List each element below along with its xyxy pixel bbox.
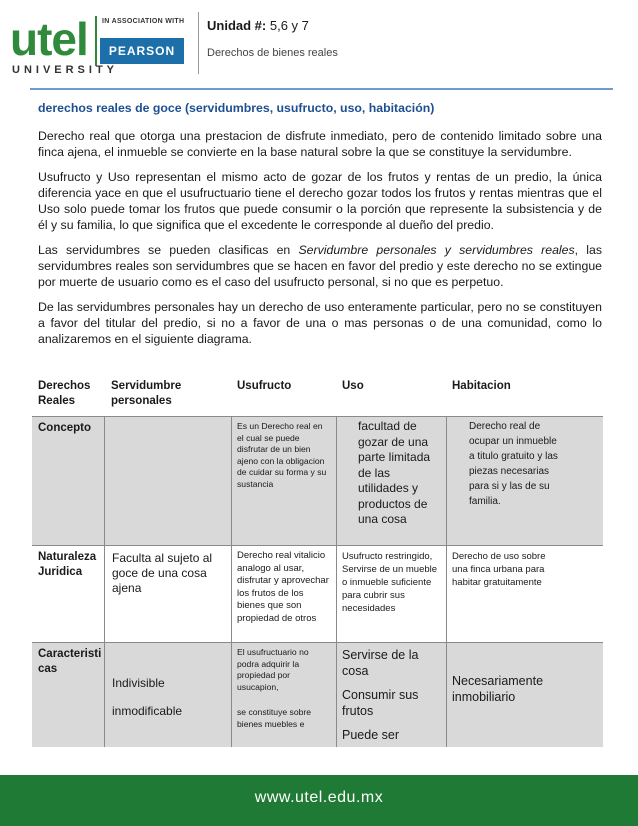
paragraph-3-italic: Servidumbre personales y servidumbres reales — [298, 243, 575, 257]
pearson-badge: PEARSON — [100, 38, 184, 64]
paragraph-3-end: , las servidumbres reales son servidumbres que se hacen en favor del predio y este derecho no se extingue por muerte de usuario como es el caso del usufructo personal, si no que es perpetuo. — [38, 243, 602, 289]
naturaleza-servidumbre: Faculta al sujeto al goce de una cosa ajena — [112, 551, 213, 595]
concepto-usufructo: Es un Derecho real en el cual se puede disfrutar de un bien ajeno con la obligacion de cuidar su forma y su sustancia — [237, 421, 327, 489]
column-divider — [231, 643, 232, 747]
unit-label: Unidad #: — [207, 18, 267, 33]
utel-logo — [10, 10, 195, 78]
paragraph-3-start: Las servidumbres se pueden clasificas en — [38, 243, 299, 257]
document-body — [38, 100, 602, 356]
column-divider — [336, 546, 337, 642]
table-row-naturaleza — [32, 545, 603, 642]
caracteristicas-usufructo-1: El usufructuario no podra adquirir la propiedad por usucapion, — [237, 647, 309, 692]
page-header — [0, 0, 638, 85]
header-habitacion: Habitacion — [452, 380, 511, 392]
naturaleza-uso: Usufructo restringido, Servirse de un mueble o inmueble suficiente para cubrir sus necesidades — [342, 551, 438, 614]
paragraph-3 — [38, 242, 602, 290]
page-footer — [0, 775, 638, 826]
column-divider — [231, 417, 232, 545]
header-servidumbre: Servidumbre personales — [111, 380, 182, 407]
caracteristicas-uso-2: Consumir sus frutos — [342, 688, 419, 718]
column-divider — [104, 546, 105, 642]
caracteristicas-servidumbre-1: Indivisible — [112, 676, 165, 690]
naturaleza-usufructo: Derecho real vitalicio analogo al usar, disfrutar y aprovechar los frutos de los bienes que son propiedad de otros — [237, 550, 329, 624]
header-divider — [198, 12, 199, 74]
column-divider — [446, 546, 447, 642]
column-divider — [104, 417, 105, 545]
naturaleza-habitacion: Derecho de uso sobre una finca urbana para habitar gratuitamente — [452, 551, 546, 588]
column-divider — [446, 643, 447, 747]
header-subtitle: Derechos de bienes reales — [207, 47, 338, 59]
table-row-caracteristicas — [32, 642, 603, 747]
caracteristicas-uso-1: Servirse de la cosa — [342, 648, 419, 678]
paragraph-1: Derecho real que otorga una prestacion de disfrute inmediato, pero de contenido limitado sobre una finca ajena, el inmueble se convierte en la base natural sobre la que se constituye la servidumbre. — [38, 129, 602, 159]
caracteristicas-uso-3: Puede ser — [342, 728, 399, 742]
header-uso: Uso — [342, 380, 364, 392]
concepto-uso: facultad de gozar de una parte limitada de las utilidades y productos de una cosa — [358, 419, 431, 526]
unit-heading — [207, 18, 309, 33]
paragraph-2: Usufructo y Uso representan el mismo acto de gozar de los frutos y rentas de un predio, la única diferencia yace en que el usufructuario tiene el derecho gozar todos los frutos y rentas mientras que el Uso solo puede tomar los frutos que puede consumir o la porción que represente la subsistencia y de él y su familia, lo que significa que el excedente le corresponde al dueño del predio. — [38, 170, 602, 232]
logo-university-text: UNIVERSITY — [12, 64, 119, 76]
footer-website: www.utel.edu.mx — [254, 789, 384, 806]
header-usufructo: Usufructo — [237, 380, 292, 392]
row-label-naturaleza: Naturaleza Juridica — [38, 551, 97, 578]
section-title: derechos reales de goce (servidumbres, usufructo, uso, habitación) — [38, 101, 435, 115]
table-header-row — [32, 370, 603, 416]
caracteristicas-habitacion: Necesariamente inmobiliario — [452, 674, 544, 704]
logo-association-text: IN ASSOCIATION WITH — [102, 18, 185, 25]
rights-table — [32, 370, 603, 747]
unit-value: 5,6 y 7 — [269, 18, 309, 33]
table-row-concepto — [32, 416, 603, 545]
logo-divider — [95, 16, 97, 66]
header-derechos-reales: Derechos Reales — [38, 380, 91, 407]
row-label-caracteristicas: Caracteristicas — [38, 648, 102, 675]
column-divider — [336, 643, 337, 747]
column-divider — [231, 546, 232, 642]
caracteristicas-usufructo-2: se constituye sobre bienes muebles e — [237, 707, 312, 729]
header-rule — [30, 88, 613, 90]
row-label-concepto: Concepto — [38, 422, 92, 434]
caracteristicas-servidumbre-2: inmodificable — [112, 704, 183, 718]
column-divider — [336, 417, 337, 545]
paragraph-4: De las servidumbres personales hay un derecho de uso enteramente particular, pero no se constituyen a favor del titular del predio, si no a favor de una o mas personas o de una comunidad, como lo analizaremos en el siguiente diagrama. — [38, 300, 602, 346]
column-divider — [104, 643, 105, 747]
concepto-habitacion: Derecho real de ocupar un inmueble a titulo gratuito y las piezas necesarias para si y las de su familia. — [469, 421, 558, 507]
column-divider — [446, 417, 447, 545]
logo-wordmark: utel — [10, 13, 88, 65]
